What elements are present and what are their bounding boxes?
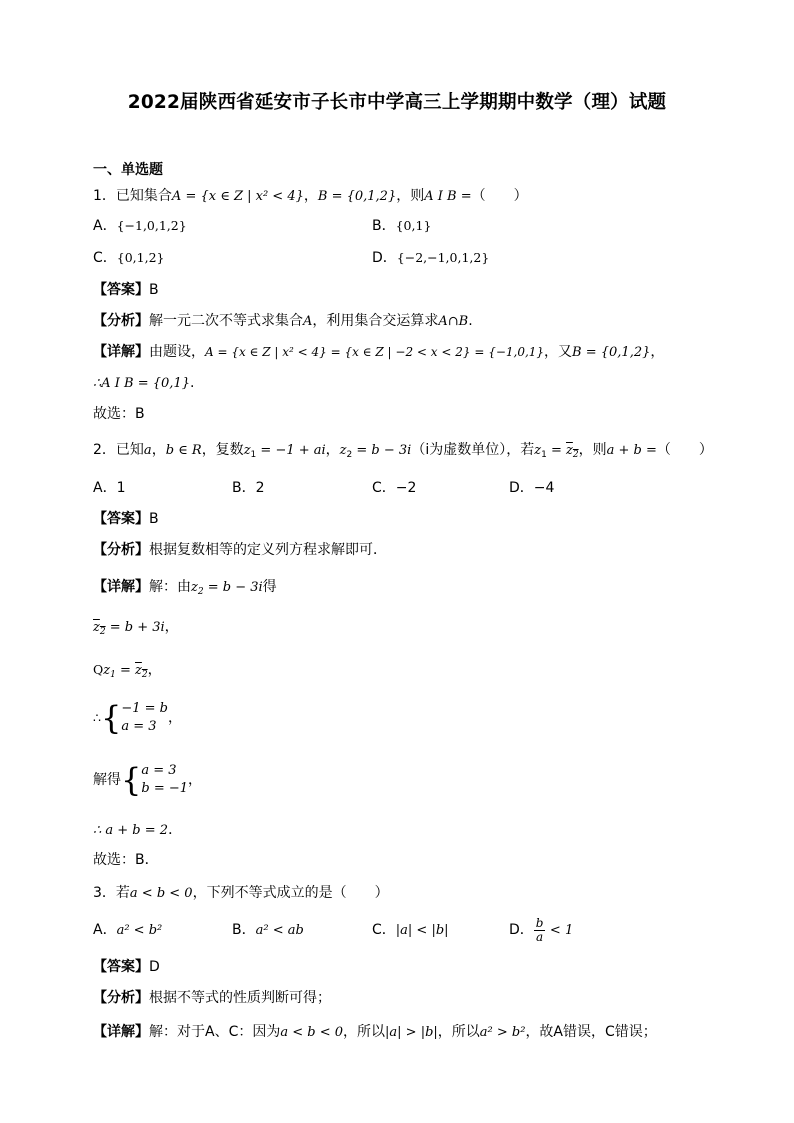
section-heading: 一、单选题 xyxy=(93,162,163,178)
q2-line1: $z_2 = b + 3i$， xyxy=(93,619,179,637)
q3-answer: 【答案】D xyxy=(93,959,160,975)
q3-option-a: A．a² < b² xyxy=(93,922,163,938)
q1-option-a: A．{−1,0,1,2} xyxy=(93,218,187,234)
q1-detail: 【详解】由题设，A = {x ∈ Z | x² < 4} = {x ∈ Z | −2 < x < 2} = {−1,0,1}，又B = {0,1,2}， xyxy=(93,344,665,360)
q2-detail: 【详解】解：由$z_2 = b - 3i$得 xyxy=(93,579,277,597)
q1-answer: 【答案】B xyxy=(93,282,159,298)
q2-option-d: D．−4 xyxy=(509,480,555,496)
q3-detail: 【详解】解：对于A、C：因为a < b < 0，所以|a| > |b|，所以a² > b²，故A错误，C错误； xyxy=(93,1024,657,1040)
q1-stem: 1．已知集合A = {x ∈ Z | x² < 4}，B = {0,1,2}，则A I B =（ ） xyxy=(93,188,528,204)
page-title: 2022届陕西省延安市子长市中学高三上学期期中数学（理）试题 xyxy=(127,92,667,113)
q3-option-b: B．a² < ab xyxy=(232,922,304,938)
q2-line5: ∴ a + b = 2． xyxy=(93,822,183,838)
q2-line3: ∴{ −1 = b a = 3 ， xyxy=(93,699,182,737)
q2-line4: 解得{ a = 3 b = −1 ， xyxy=(93,761,203,799)
q2-stem: 2．已知a，b ∈ R，复数$z_1 = -1$ + ai，$z_2 = b - 3i(i$为虚数单位），若$z_1 = z_2$，则a + b =（ ） xyxy=(93,442,713,460)
q3-analysis: 【分析】根据不等式的性质判断可得； xyxy=(93,990,331,1006)
q2-choose: 故选：B． xyxy=(93,852,159,868)
q1-option-d: D．{−2,−1,0,1,2} xyxy=(372,250,490,266)
q1-choose: 故选：B xyxy=(93,406,145,422)
q2-answer: 【答案】B xyxy=(93,511,159,527)
q2-option-c: C．−2 xyxy=(372,480,417,496)
q2-line2: $Qz_1 = z_2$， xyxy=(93,662,162,680)
q1-option-c: C．{0,1,2} xyxy=(93,250,165,266)
q1-conclusion: ∴A I B = {0,1}. xyxy=(93,375,195,391)
q1-analysis: 【分析】解一元二次不等式求集合A，利用集合交运算求A∩B. xyxy=(93,313,473,329)
q2-option-b: B．2 xyxy=(232,480,265,496)
q3-stem: 3．若a < b < 0，下列不等式成立的是（ ） xyxy=(93,885,389,901)
q2-option-a: A．1 xyxy=(93,480,126,496)
q3-option-d: D． $\frac{b}{a}$ < 1 xyxy=(509,915,574,944)
q2-analysis: 【分析】根据复数相等的定义列方程求解即可． xyxy=(93,542,387,558)
q1-option-b: B．{0,1} xyxy=(372,218,432,234)
q3-option-c: C．|a| < |b| xyxy=(372,922,449,938)
